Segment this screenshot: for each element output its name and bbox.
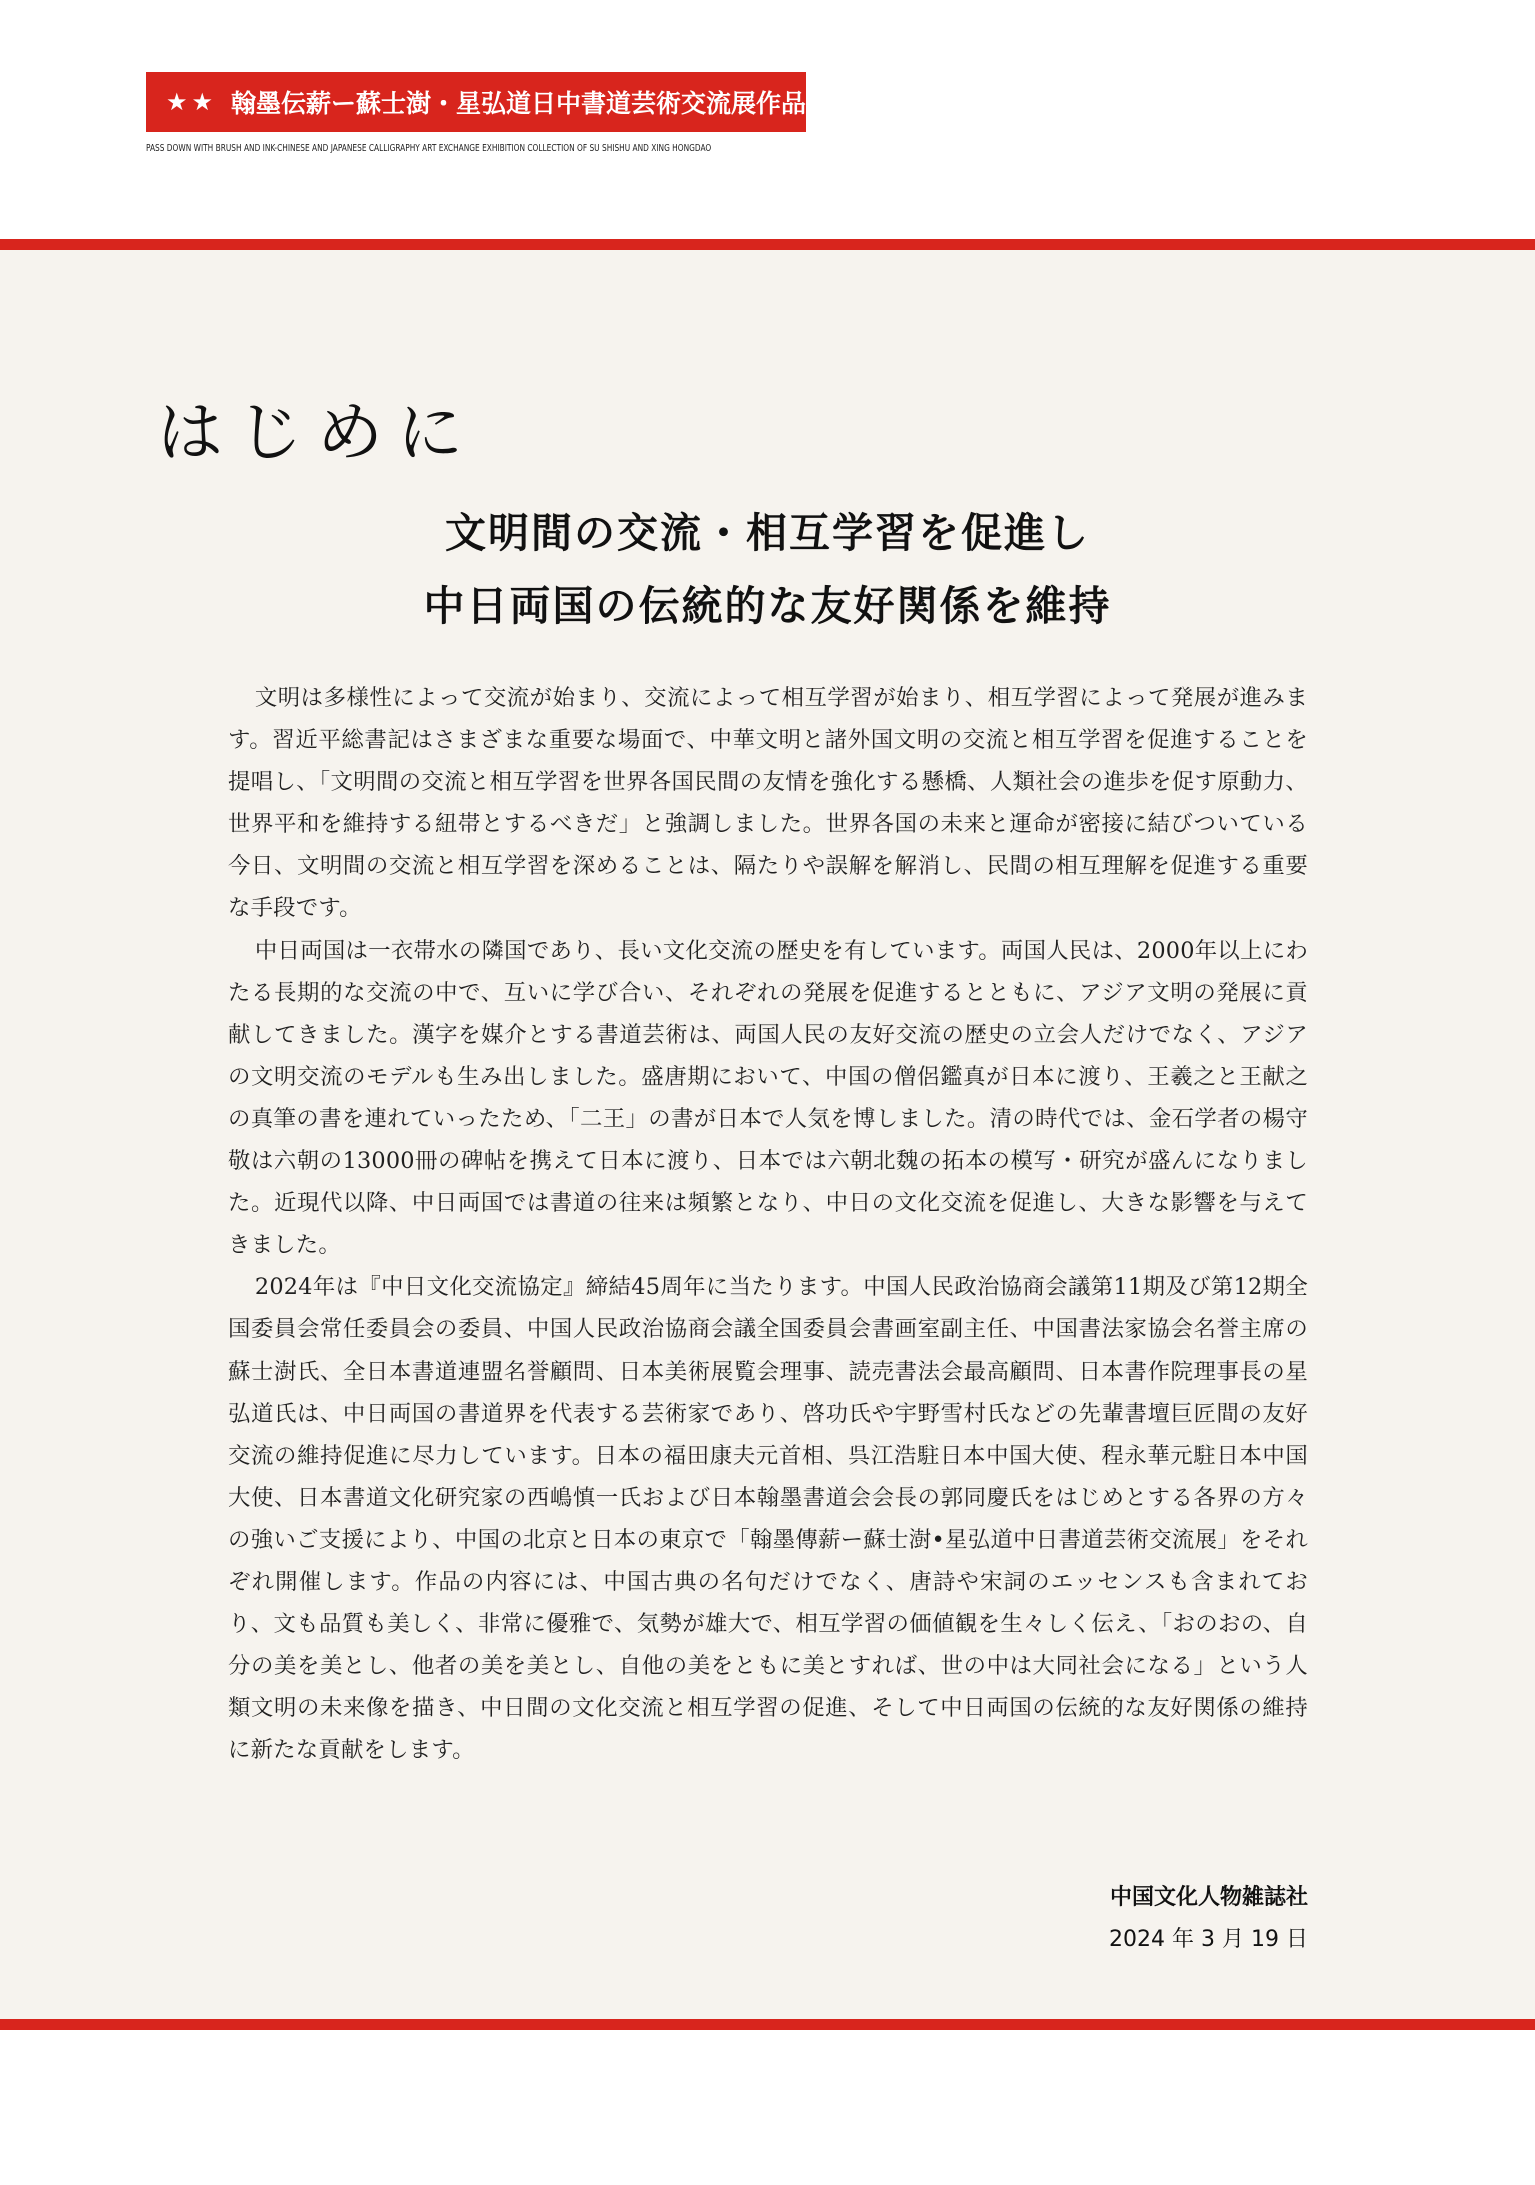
body-text [228,677,1308,1771]
stars-icon: ★★ [166,88,218,116]
collection-subtitle-english: PASS DOWN WITH BRUSH AND INK-CHINESE AND JAPANESE CALLIGRAPHY ART EXCHANGE EXHIBITION COLLECTION OF SU SHISHU AND XING HONGDAO [146,143,712,154]
publisher-signature: 中国文化人物雑誌社 [1109,1885,1308,1910]
subheading-line-2: 中日両国の伝統的な友好関係を維持 [423,582,1112,630]
top-red-rule [0,239,1535,250]
subheading-line-1: 文明間の交流・相互学習を促進し [445,509,1090,557]
paragraph-3: 2024年は『中日文化交流協定』締結45周年に当たります。中国人民政治協商会議第11期及び第12期全国委員会常任委員会の委員、中国人民政治協商会議全国委員会書画室副主任、中国書法家協会名誉主席の蘇士澍氏、全日本書道連盟名誉顧問、日本美術展覧会理事、読売書法会最高顧問、日本書作院理事長の星弘道氏は、中日両国の書道界を代表する芸術家であり、啓功氏や宇野雪村氏などの先輩書壇巨匠間の友好交流の維持促進に尽力しています。日本の福田康夫元首相、呉江浩駐日本中国大使、程永華元駐日本中国大使、日本書道文化研究家の西嶋慎一氏および日本翰墨書道会会長の郭同慶氏をはじめとする各界の方々の強いご支援により、中国の北京と日本の東京で「翰墨傳薪ー蘇士澍•星弘道中日書道芸術交流展」をそれぞれ開催します。作品の内容には、中国古典の名句だけでなく、唐詩や宋詞のエッセンスも含まれており、文も品質も美しく、非常に優雅で、気勢が雄大で、相互学習の価値観を生々しく伝え、「おのおの、自分の美を美とし、他者の美を美とし、自他の美をともに美とすれば、世の中は大同社会になる」という人類文明の未来像を描き、中日間の文化交流と相互学習の促進、そして中日両国の伝統的な友好関係の維持に新たな貢献をします。 [228,1274,1308,1764]
collection-title: 翰墨伝薪ー蘇士澍・星弘道日中書道芸術交流展作品集 [231,89,832,118]
bottom-red-rule [0,2019,1535,2030]
paragraph-2: 中日両国は一衣帯水の隣国であり、長い文化交流の歴史を有しています。両国人民は、2000年以上にわたる長期的な交流の中で、互いに学び合い、それぞれの発展を促進するとともに、アジア文明の発展に貢献してきました。漢字を媒介とする書道芸術は、両国人民の友好交流の歴史の立会人だけでなく、アジアの文明交流のモデルも生み出しました。盛唐期において、中国の僧侶鑑真が日本に渡り、王羲之と王献之の真筆の書を連れていったため、「二王」の書が日本で人気を博しました。清の時代では、金石学者の楊守敬は六朝の13000冊の碑帖を携えて日本に渡り、日本では六朝北魏の拓本の模写・研究が盛んになりました。近現代以降、中日両国では書道の往来は頻繁となり、中日の文化交流を促進し、大きな影響を与えてきました。 [228,937,1308,1259]
paragraph-1: 文明は多様性によって交流が始まり、交流によって相互学習が始まり、相互学習によって発展が進みます。習近平総書記はさまざまな重要な場面で、中華文明と諸外国文明の交流と相互学習を促進することを提唱し、「文明間の交流と相互学習を世界各国民間の友情を強化する懸橋、人類社会の進歩を促す原動力、世界平和を維持する紐帯とするべきだ」と強調しました。世界各国の未来と運命が密接に結びついている今日、文明間の交流と相互学習を深めることは、隔たりや誤解を解消し、民間の相互理解を促進する重要な手段です。 [228,685,1308,922]
signature-date: 2024 年 3 月 19 日 [1109,1927,1308,1952]
page-heading: はじめに [157,394,477,472]
header-banner [146,72,832,132]
